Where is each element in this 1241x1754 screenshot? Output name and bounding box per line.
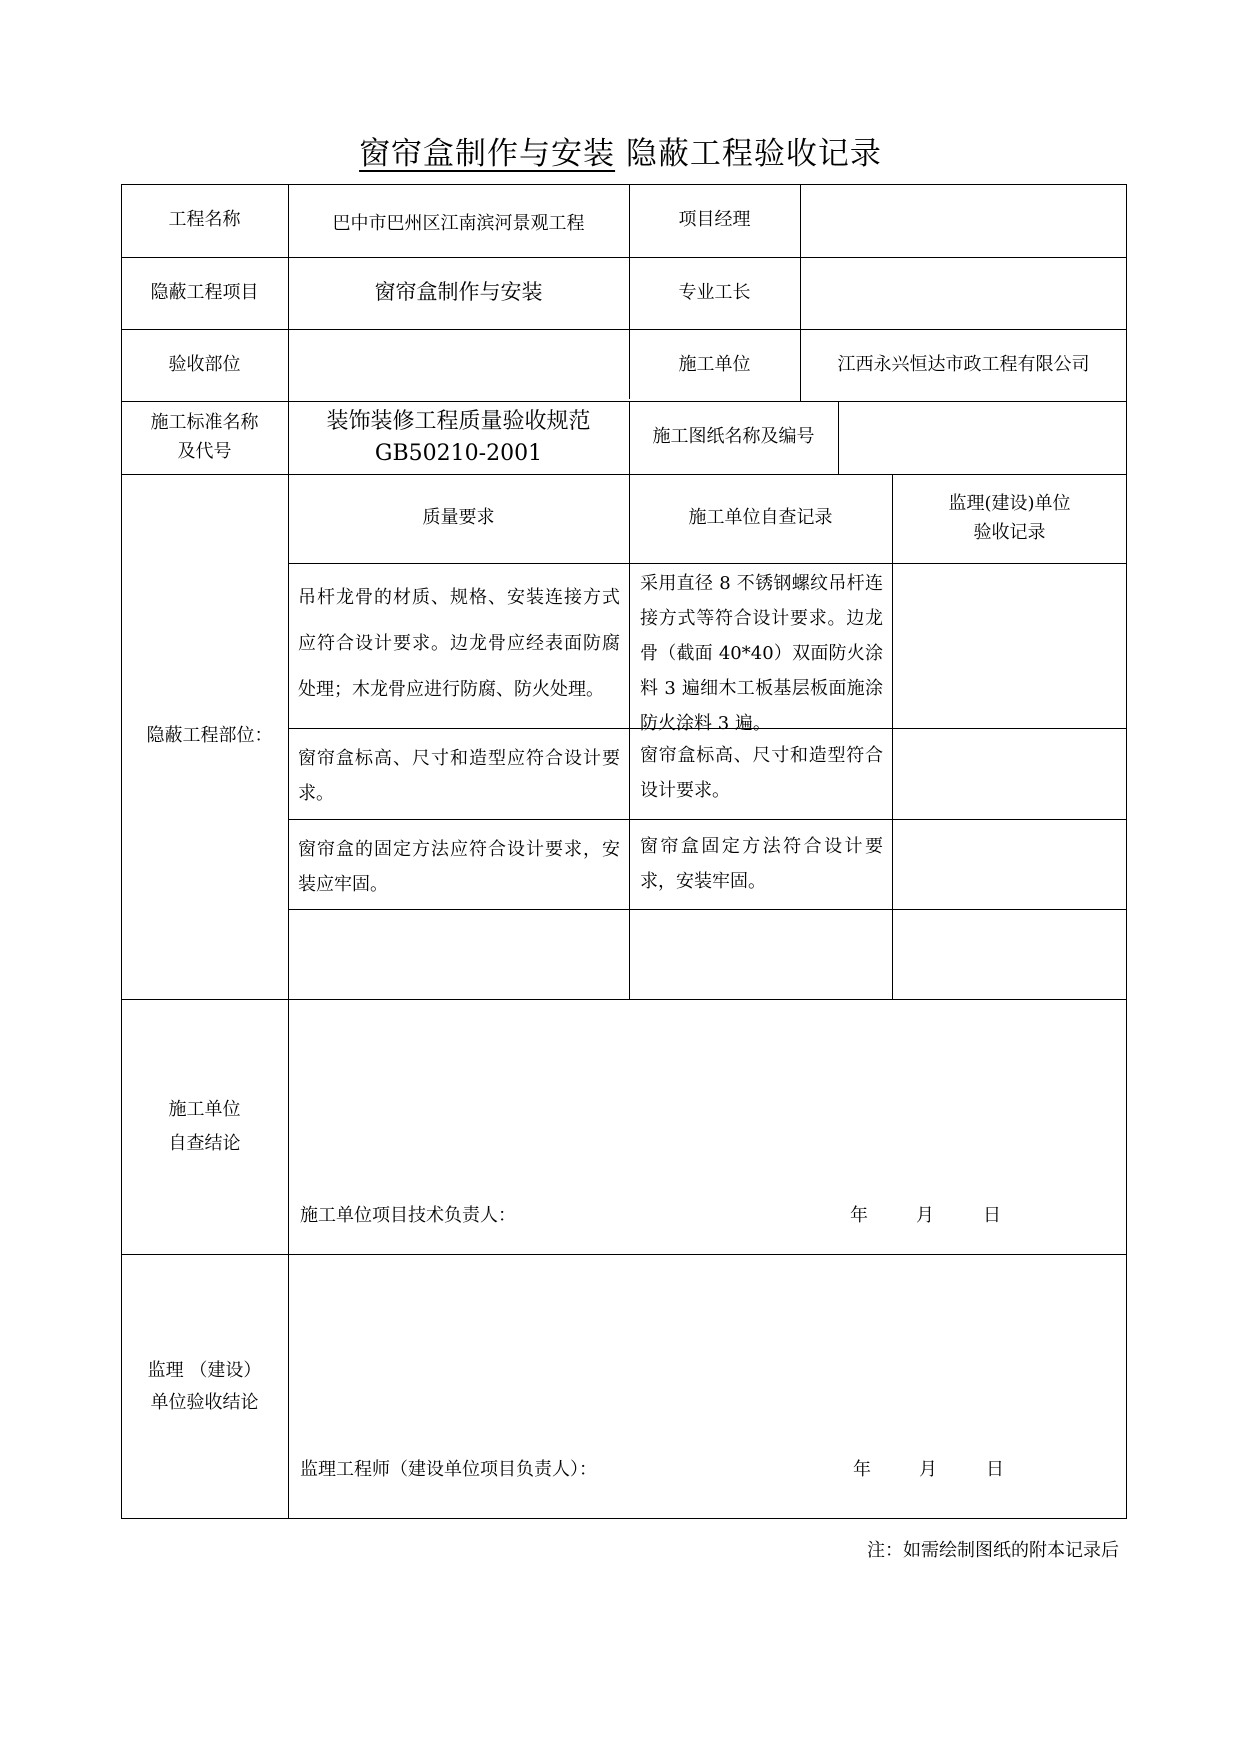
inspection-location-value [288,329,629,401]
supervision-conclusion-label-line2: 单位验收结论 [150,1391,259,1413]
standard-value [288,401,629,474]
self-conclusion-label-line2: 自查结论 [168,1132,241,1154]
project-manager-label: 项目经理 [678,209,751,231]
supervision-record-header [892,474,1127,563]
self-conclusion-label [121,999,288,1254]
drawing-label: 施工图纸名称及编号 [652,426,815,448]
foreman-label: 专业工长 [678,281,751,303]
project-name-value: 巴中市巴州区江南滨河景观工程 [332,213,585,235]
table-row-2-requirement: 窗帘盒标高、尺寸和造型应符合设计要求。 [298,748,620,804]
foreman-value [800,257,1127,329]
supervision-conclusion-label [121,1254,288,1519]
supervision-conclusion-month: 月 [919,1459,937,1480]
title-rest: 隐蔽工程验收记录 [625,136,882,172]
quality-requirement-header: 质量要求 [422,507,495,529]
self-conclusion-label-line1: 施工单位 [168,1098,241,1120]
table-row-1-requirement: 吊杆龙骨的材质、规格、安装连接方式应符合设计要求。边龙骨应经表面防腐处理；木龙骨应进行防腐、防火处理。 [298,587,620,700]
project-name-label: 工程名称 [168,209,241,231]
self-conclusion-year: 年 [850,1205,868,1226]
supervision-header-line2: 验收记录 [973,521,1046,543]
concealed-section-label: 隐蔽工程部位： [146,725,273,747]
self-conclusion-month: 月 [916,1205,934,1226]
standard-label [121,401,288,474]
drawing-value [838,401,1127,474]
standard-value-line1: 装饰装修工程质量验收规范 [326,408,591,434]
supervision-conclusion-label-line1: 监理 （建设） [147,1359,262,1381]
self-conclusion-signer: 施工单位项目技术负责人： [300,1205,516,1226]
concealed-item-value: 窗帘盒制作与安装 [374,280,543,305]
construction-unit-value: 江西永兴恒达市政工程有限公司 [837,353,1090,375]
supervision-conclusion-day: 日 [986,1459,1004,1480]
title-underlined-part: 窗帘盒制作与安装 [359,136,616,172]
inspection-location-label: 验收部位 [168,353,241,375]
concealed-item-label: 隐蔽工程项目 [150,281,259,303]
standard-value-line2: GB50210-2001 [374,440,543,466]
self-conclusion-day: 日 [983,1205,1001,1226]
project-manager-value [800,184,1127,257]
construction-unit-label: 施工单位 [678,353,751,375]
table-row-2-self-check: 窗帘盒标高、尺寸和造型符合设计要求。 [640,745,883,801]
supervision-header-line1: 监理(建设)单位 [948,492,1071,514]
standard-label-line2: 及代号 [177,440,232,462]
page-title [0,128,1241,173]
standard-label-line1: 施工标准名称 [150,411,259,433]
supervision-conclusion-signer: 监理工程师（建设单位项目负责人）： [300,1459,597,1480]
self-check-header: 施工单位自查记录 [688,507,833,529]
table-row-3-requirement: 窗帘盒的固定方法应符合设计要求，安装应牢固。 [298,839,620,895]
supervision-conclusion-year: 年 [853,1459,871,1480]
footnote: 注：如需绘制图纸的附本记录后 [867,1540,1119,1561]
table-row-3-self-check: 窗帘盒固定方法符合设计要求，安装牢固。 [640,836,883,892]
table-row-1-self-check: 采用直径 8 不锈钢螺纹吊杆连接方式等符合设计要求。边龙骨（截面 40*40）双面防火涂料 3 遍细木工板基层板面施涂防火涂料 3 遍。 [640,573,883,734]
